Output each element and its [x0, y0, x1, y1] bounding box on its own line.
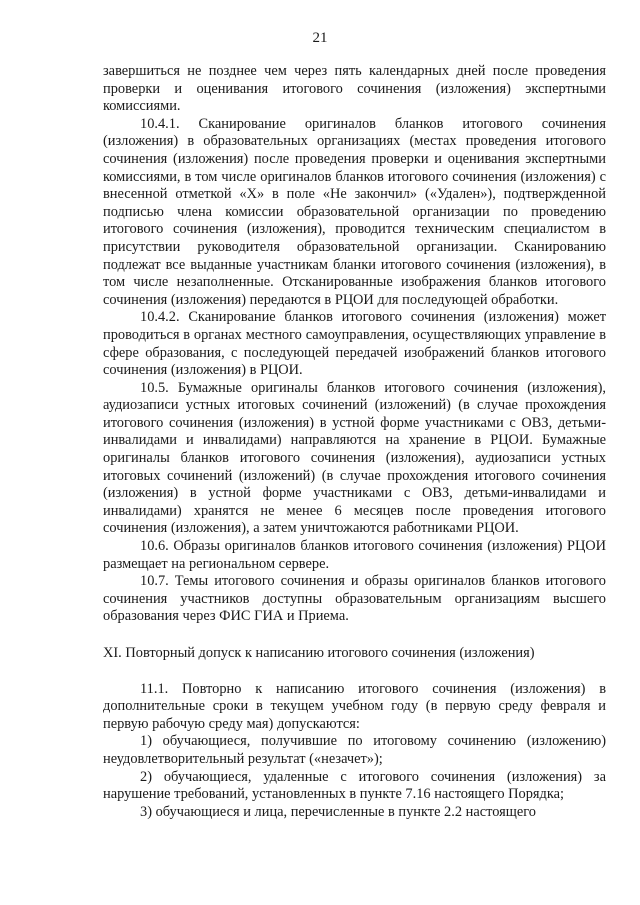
section-heading: XI. Повторный допуск к написанию итогового сочинения (изложения) [103, 645, 535, 661]
paragraph-10-5: 10.5. Бумажные оригиналы бланков итогового сочинения (изложения), аудиозаписи устных итоговых сочинений (изложений) (в случае прохождения итогового сочинения (изложения) в устной форме участниками с ОВЗ, детьми-инвалидами и инвалидами) направляются на хранение в РЦОИ. Бумажные оригиналы бланков итогового сочинения (изложения), аудиозаписи устных итоговых сочинений (изложений) (в случае прохождения итогового сочинения (изложения) в устной форме участниками с ОВЗ, детьми-инвалидами и инвалидами) хранятся не менее 6 месяцев после проведения итогового сочинения (изложения), а затем уничтожаются работниками РЦОИ. [103, 379, 606, 537]
paragraph-10-6: 10.6. Образы оригиналов бланков итогового сочинения (изложения) РЦОИ размещает на региональном сервере. [103, 538, 606, 572]
paragraph-10-7: 10.7. Темы итогового сочинения и образы оригиналов бланков итогового сочинения участников доступны образовательным организациям высшего образования через ФИС ГИА и Приема. [103, 573, 606, 625]
list-item-2: 2) обучающиеся, удаленные с итогового сочинения (изложения) за нарушение требований, установленных в пункте 7.16 настоящего Порядка; [103, 768, 606, 803]
document-body [103, 63, 606, 821]
page-number: 21 [312, 30, 328, 46]
list-item-1: 1) обучающиеся, получившие по итоговому сочинению (изложению) неудовлетворительный результат («незачет»); [103, 733, 606, 767]
paragraph-11-1: 11.1. Повторно к написанию итогового сочинения (изложения) в дополнительные сроки в текущем учебном году (в первую среду февраля и первую рабочую среду мая) допускаются: [103, 680, 606, 732]
list-item-3: 3) обучающиеся и лица, перечисленные в пункте 2.2 настоящего [140, 803, 536, 820]
paragraph-continuation: завершиться не позднее чем через пять календарных дней после проведения проверки и оценивания итогового сочинения (изложения) экспертными комиссиями. [103, 63, 606, 115]
paragraph-10-4-1: 10.4.1. Сканирование оригиналов бланков итогового сочинения (изложения) в образовательных организациях (местах проведения итогового сочинения (изложения) после проведения проверки и оценивания экспертными комиссиями, в том числе оригиналов бланков итогового сочинения (изложения) с внесенной отметкой «X» в поле «Не закончил» («Удален»), подтвержденной подписью члена комиссии образовательной организации по проведению итогового сочинения (изложения), проводится техническим специалистом в присутствии руководителя образовательной организации. Сканированию подлежат все выданные участникам бланки итогового сочинения (изложения), в том числе незаполненные. Отсканированные изображения бланков итогового сочинения (изложения) передаются в РЦОИ для последующей обработки. [103, 115, 606, 308]
paragraph-10-4-2: 10.4.2. Сканирование бланков итогового сочинения (изложения) может проводиться в органах местного самоуправления, осуществляющих управление в сфере образования, с последующей передачей изображений бланков итогового сочинения (изложения) в РЦОИ. [103, 309, 606, 379]
